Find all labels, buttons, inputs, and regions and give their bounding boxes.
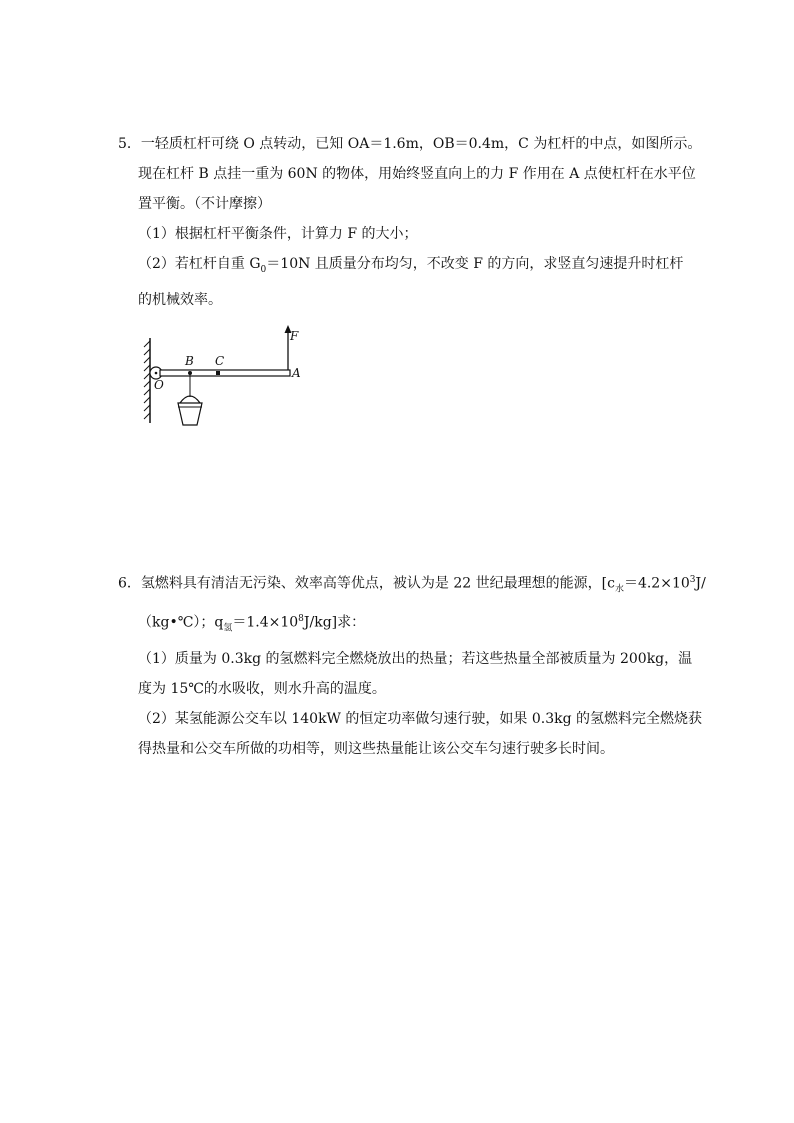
question-5 (118, 129, 702, 315)
q6-line-1-c: J/ (695, 575, 706, 592)
bucket-handle (180, 396, 200, 403)
q6-line-1-sup: 3 (689, 575, 696, 585)
q6-line-2-c: J/kg]求： (303, 615, 366, 632)
q6-line-1-a: 6．氢燃料具有清洁无污染、效率高等优点，被认为是 22 世纪最理想的能源，[c (118, 575, 615, 592)
q6-line-2-sup: 8 (298, 614, 304, 625)
pivot-dot (155, 372, 158, 375)
q6-part-2-cont: 得热量和公交车所做的功相等，则这些热量能让该公交车匀速行驶多长时间。 (138, 740, 614, 757)
question-6 (118, 565, 706, 764)
q5-part-2-text-b: ＝10N 且质量分布均匀，不改变 F 的方向，求竖直匀速提升时杠杆 (266, 256, 684, 272)
q5-part-2 (118, 249, 684, 285)
bucket (178, 403, 202, 425)
q6-part-1-cont: 度为 15℃的水吸收，则水升高的温度。 (138, 680, 386, 697)
q5-part-2-text-a: （2）若杠杆自重 G (138, 256, 261, 272)
label-f: F (290, 329, 299, 343)
q6-line-2-b: ＝1.4×10 (232, 615, 299, 632)
label-b: B (185, 354, 194, 368)
q6-line-2-a: （kg•℃）；q (138, 615, 224, 632)
q5-part-2-subscript: 0 (260, 264, 267, 275)
point-c (216, 371, 220, 375)
q6-line-2-sub: 氢 (223, 623, 233, 634)
q6-line-2 (118, 604, 678, 643)
q6-line-1-b: ＝4.2×10 (623, 575, 690, 592)
q5-line-2: 现在杠杆 B 点挂一重为 60N 的物体，用始终竖直向上的力 F 作用在 A 点使杠杆在水平位 (138, 166, 696, 182)
q6-part-1: （1）质量为 0.3kg 的氢燃料完全燃烧放出的热量；若这些热量全部被质量为 200kg，温 (138, 650, 693, 667)
q6-part-2: （2）某氢能源公交车以 140kW 的恒定功率做匀速行驶，如果 0.3kg 的氢燃料完全燃烧获 (138, 710, 703, 727)
q5-line-6: 的机械效率。 (138, 291, 222, 308)
q5-part-1: （1）根据杠杆平衡条件，计算力 F 的大小； (138, 226, 418, 242)
lever-diagram (140, 323, 310, 428)
q6-line-1 (118, 565, 706, 604)
label-a: A (292, 366, 301, 380)
q6-line-1-sub: 水 (614, 584, 624, 595)
label-o: O (154, 378, 164, 392)
label-c: C (215, 354, 225, 368)
wall-hatching (144, 341, 150, 419)
lever-bar (160, 370, 290, 376)
q5-line-1: 5．一轻质杠杆可绕 O 点转动，已知 OA＝1.6m，OB＝0.4m，C 为杠杆的中点，如图所示。 (118, 136, 702, 152)
q5-line-3: 置平衡。（不计摩擦） (138, 196, 271, 212)
lever-diagram-svg (140, 323, 310, 428)
